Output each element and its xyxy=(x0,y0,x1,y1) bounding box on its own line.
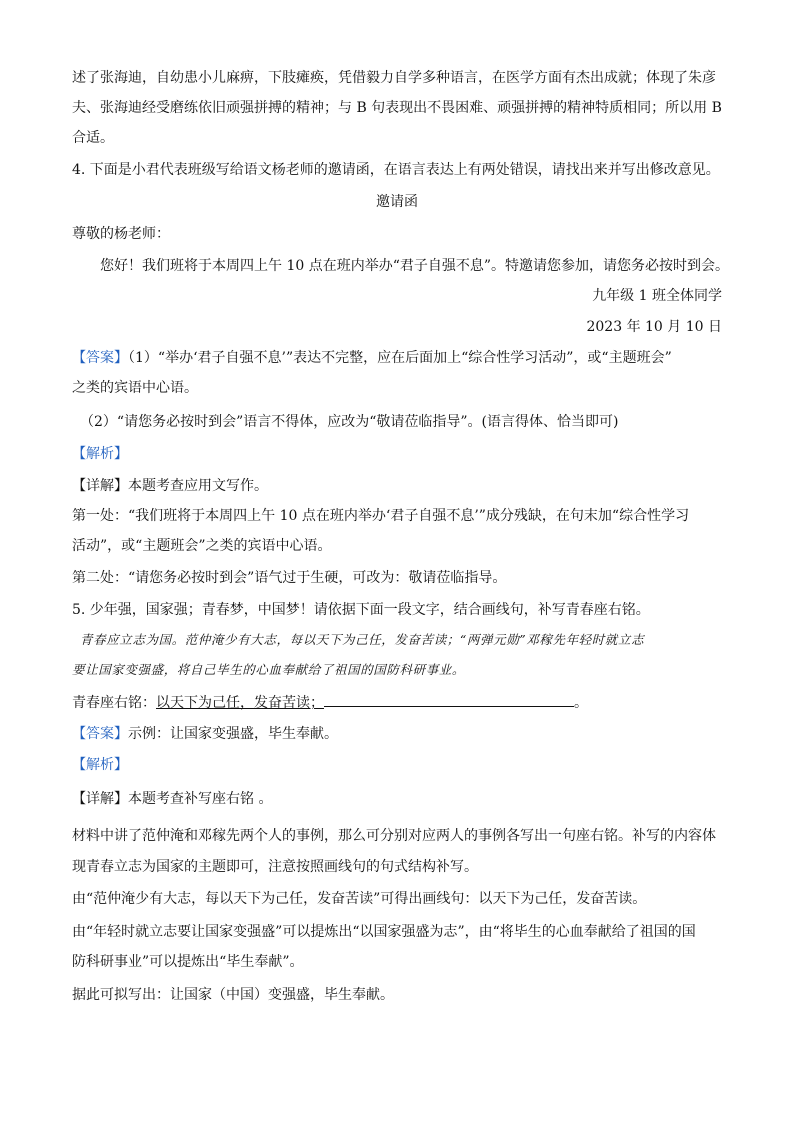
answer-tag: 【答案】 xyxy=(72,726,128,742)
detail-5-line-6: 防科研事业”可以提炼出“毕生奉献”。 xyxy=(72,954,304,970)
detail-5-line-4: 由“范仲淹少有大志，每以天下为己任，发奋苦读”可得出画线句：以天下为己任，发奋苦读。 xyxy=(72,891,647,907)
detail-5-line-5: 由“年轻时就立志要让国家变强盛”可以提炼出“以国家强盛为志”，由“将毕生的心血奉献给了祖国的国 xyxy=(72,924,696,940)
letter-signer: 九年级 1 班全体同学 xyxy=(592,288,722,304)
letter-salutation: 尊敬的杨老师： xyxy=(72,226,170,242)
detail-5-line-2: 材料中讲了范仲淹和邓稼先两个人的事例，那么可分别对应两人的事例各写出一句座右铭。补写的内容体 xyxy=(72,828,716,844)
detail-4-line-1 xyxy=(72,476,268,496)
letter-title: 邀请函 xyxy=(376,194,418,210)
answer-5 xyxy=(72,724,338,744)
text-line: 述了张海迪，自幼患小儿麻痹，下肢瘫痪，凭借毅力自学多种语言，在医学方面有杰出成就；体现了朱彦 xyxy=(72,70,716,86)
question-4: 4. 下面是小君代表班级写给语文杨老师的邀请函，在语言表达上有两处错误，请找出来并写出修改意见。 xyxy=(72,162,720,178)
letter-date: 2023 年 10 月 10 日 xyxy=(586,319,722,335)
motto-blank xyxy=(324,692,574,707)
answer-4-line-3: （2）“请您务必按时到会”语言不得体，应改为“敬请莅临指导”。(语言得体、恰当即可) xyxy=(80,414,619,430)
detail-5-line-1 xyxy=(72,789,272,809)
handwritten-material-line-1: 青春应立志为国。范仲淹少有大志，每以天下为己任，发奋苦读；“两弹元勋”邓稼先年轻时就立志 xyxy=(80,632,645,647)
answer-4-line-1 xyxy=(72,348,672,368)
answer-text: （1）“举办‘君子自强不息’”表达不完整，应在后面加上“综合性学习活动”，或“主题班会” xyxy=(128,350,672,366)
handwritten-material-line-2: 要让国家变强盛，将自己毕生的心血奉献给了祖国的国防科研事业。 xyxy=(72,662,466,677)
motto-prefix: 青春座右铭： xyxy=(72,695,156,711)
detail-tag: 【详解】 xyxy=(72,791,128,807)
motto-given-underlined: 以天下为己任，发奋苦读； xyxy=(156,695,324,711)
analysis-tag: 【解析】 xyxy=(72,446,128,462)
question-5: 5. 少年强，国家强；青春梦，中国梦！请依据下面一段文字，结合画线句，补写青春座右铭。 xyxy=(72,602,650,618)
detail-text: 本题考查应用文写作。 xyxy=(128,478,268,494)
motto-end: 。 xyxy=(574,695,588,711)
answer-4-line-2: 之类的宾语中心语。 xyxy=(72,380,198,396)
detail-4-line-3: 活动”，或“主题班会”之类的宾语中心语。 xyxy=(72,538,332,554)
detail-4-line-2: 第一处：“我们班将于本周四上午 10 点在班内举办‘君子自强不息’”成分残缺，在句末加“综合性学习 xyxy=(72,508,690,524)
analysis-tag: 【解析】 xyxy=(72,757,128,773)
letter-body: 您好！我们班将于本周四上午 10 点在班内举办“君子自强不息”。特邀请您参加，请您务必按时到会。 xyxy=(100,258,730,274)
detail-5-line-7: 据此可拟写出：让国家（中国）变强盛，毕生奉献。 xyxy=(72,987,394,1003)
text-line: 合适。 xyxy=(72,130,114,146)
detail-text: 本题考查补写座右铭 。 xyxy=(128,791,273,807)
detail-tag: 【详解】 xyxy=(72,478,128,494)
answer-tag: 【答案】 xyxy=(72,350,128,366)
answer-text: 示例：让国家变强盛，毕生奉献。 xyxy=(128,726,338,742)
motto-line xyxy=(72,692,588,713)
text-line: 夫、张海迪经受磨练依旧顽强拼搏的精神；与 B 句表现出不畏困难、顽强拼搏的精神特质相同；所以用 B xyxy=(72,100,722,116)
detail-4-line-4: 第二处：“请您务必按时到会”语气过于生硬，可改为：敬请莅临指导。 xyxy=(72,570,507,586)
detail-5-line-3: 现青春立志为国家的主题即可，注意按照画线句的句式结构补写。 xyxy=(72,859,478,875)
